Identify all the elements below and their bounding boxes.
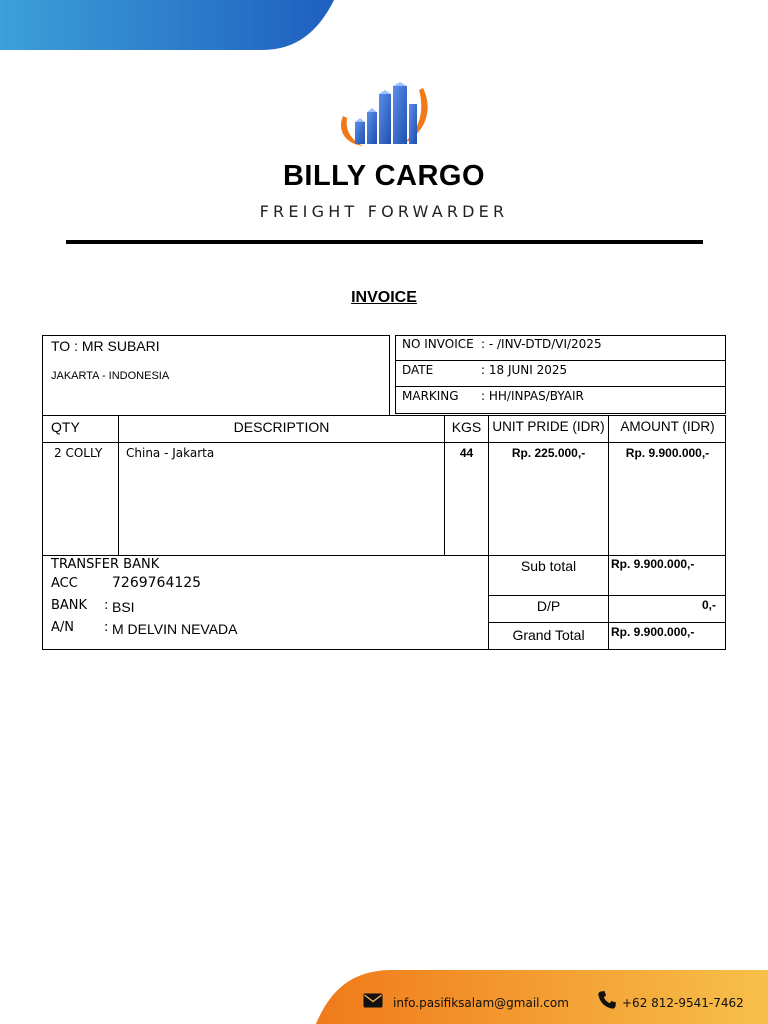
document-title: INVOICE: [351, 289, 417, 306]
bank-name: BSI: [112, 599, 135, 615]
row-qty: 2 COLLY: [54, 446, 103, 460]
envelope-icon: [363, 993, 383, 1008]
recipient-location: JAKARTA - INDONESIA: [51, 370, 170, 382]
column-header-unit-price: UNIT PRIDE (IDR): [492, 419, 605, 434]
column-header-amount: AMOUNT (IDR): [620, 419, 715, 434]
phone-icon: [597, 990, 617, 1010]
recipient-name: TO : MR SUBARI: [51, 338, 160, 354]
dp-value: 0,-: [701, 598, 716, 612]
contact-email[interactable]: info.pasifiksalam@gmail.com: [393, 996, 569, 1010]
dp-label: D/P: [536, 598, 561, 614]
column-divider: [608, 415, 609, 556]
bank-label: BANK: [51, 598, 88, 613]
date-value: : 18 JUNI 2025: [481, 363, 568, 377]
row-unit-price: Rp. 225.000,-: [511, 446, 586, 460]
column-header-qty: QTY: [51, 419, 80, 435]
contact-phone[interactable]: +62 812-9541-7462: [622, 996, 744, 1010]
items-table: [42, 415, 726, 556]
account-name-label: A/N: [51, 620, 74, 635]
column-header-description: DESCRIPTION: [233, 419, 330, 435]
invoice-number-value: : - /INV-DTD/VI/2025: [481, 337, 602, 351]
account-label: ACC: [51, 576, 78, 591]
row-amount: Rp. 9.900.000,-: [625, 446, 710, 460]
account-name-separator: :: [104, 620, 109, 635]
row-kgs: 44: [459, 446, 474, 460]
marking-label: MARKING: [402, 389, 459, 403]
row-description: China - Jakarta: [126, 446, 215, 460]
brand-divider: [66, 240, 703, 244]
column-divider: [118, 415, 119, 556]
column-divider: [488, 415, 489, 556]
bank-separator: :: [104, 598, 109, 613]
column-divider: [444, 415, 445, 556]
date-label: DATE: [402, 363, 434, 377]
column-header-kgs: KGS: [451, 419, 482, 435]
brand-name: BILLY CARGO: [282, 160, 486, 192]
buildings-logo-icon: [337, 82, 433, 148]
account-number: 7269764125: [112, 575, 202, 591]
subtotal-label: Sub total: [520, 558, 577, 574]
header-band: [0, 0, 768, 50]
table-header-divider: [42, 442, 726, 443]
invoice-number-label: NO INVOICE: [402, 337, 474, 351]
subtotal-value: Rp. 9.900.000,-: [611, 557, 695, 571]
grand-total-label: Grand Total: [512, 627, 585, 643]
marking-value: : HH/INPAS/BYAIR: [481, 389, 584, 403]
totals-column-divider: [608, 555, 609, 650]
payment-heading: TRANSFER BANK: [51, 557, 160, 572]
account-name: M DELVIN NEVADA: [112, 621, 238, 637]
brand-tagline: FREIGHT FORWARDER: [259, 202, 509, 221]
grand-total-value: Rp. 9.900.000,-: [611, 625, 695, 639]
